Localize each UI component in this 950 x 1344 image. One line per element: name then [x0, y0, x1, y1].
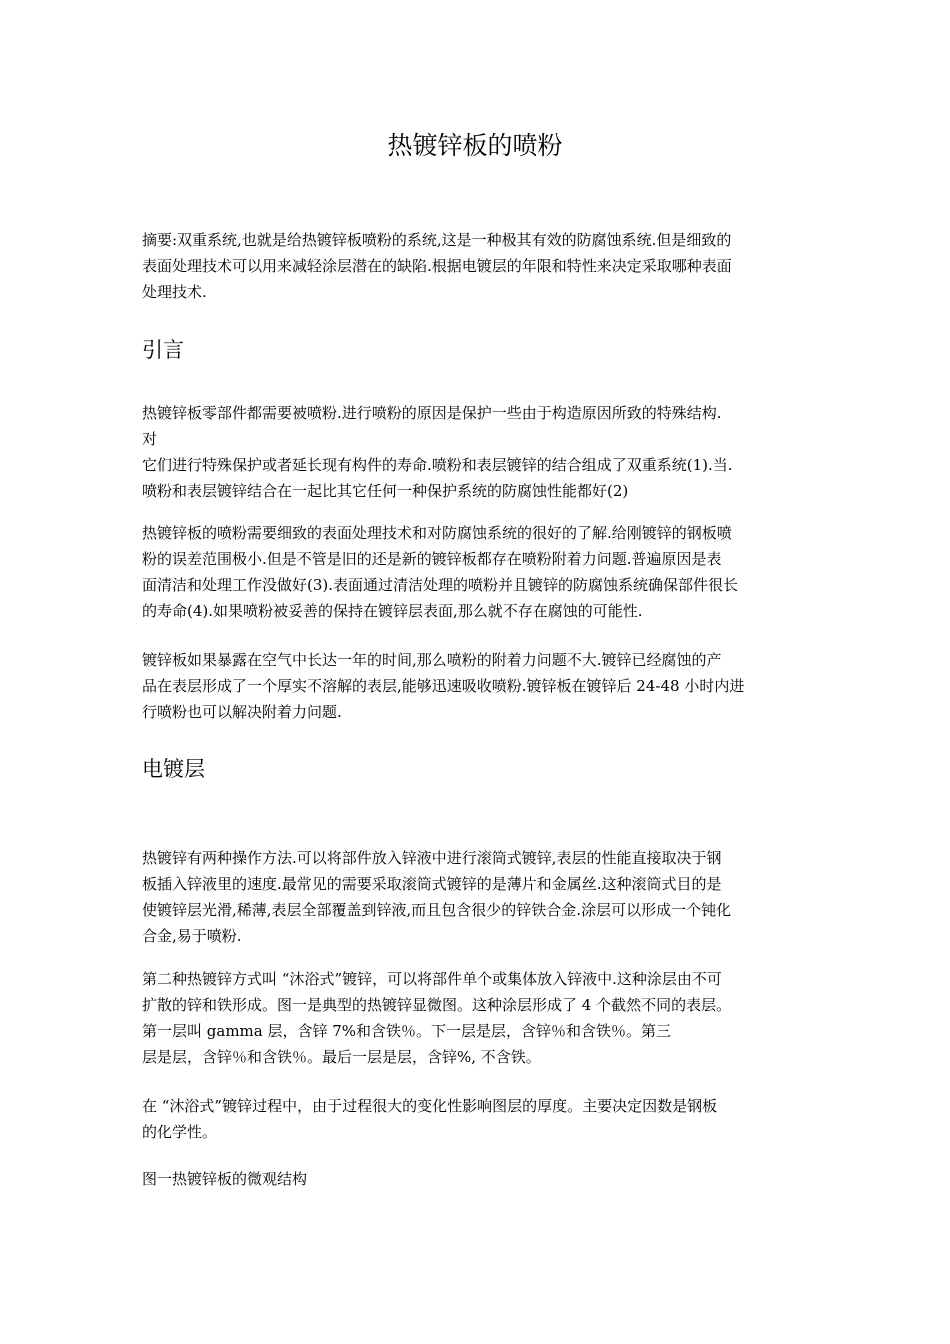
paragraph-line: 热镀锌板的喷粉需要细致的表面处理技术和对防腐蚀系统的很好的了解.给刚镀锌的钢板喷: [142, 524, 732, 542]
plating-paragraph-3: [142, 1093, 812, 1145]
plating-paragraph-1: [142, 845, 812, 949]
paragraph-line: 粉的误差范围极小.但是不管是旧的还是新的镀锌板都存在喷粉附着力问题.普遍原因是表: [142, 550, 722, 568]
paragraph-line: 的寿命(4).如果喷粉被妥善的保持在镀锌层表面,那么就不存在腐蚀的可能性.: [142, 602, 643, 620]
document-title: 热镀锌板的喷粉: [387, 131, 563, 160]
paragraph-line: 品在表层形成了一个厚实不溶解的表层,能够迅速吸收喷粉.镀锌板在镀锌后 24-48 小时内进: [142, 677, 745, 695]
paragraph-line: 合金,易于喷粉.: [142, 927, 242, 945]
intro-paragraph-2: [142, 520, 812, 624]
paragraph-line: 的化学性。: [142, 1123, 218, 1141]
paragraph-line: 扩散的锌和铁形成。图一是典型的热镀锌显微图。这种涂层形成了 4 个截然不同的表层。: [142, 996, 732, 1014]
paragraph-line: 面清洁和处理工作没做好(3).表面通过清洁处理的喷粉并且镀锌的防腐蚀系统确保部件很长: [142, 576, 739, 594]
paragraph-line: 镀锌板如果暴露在空气中长达一年的时间,那么喷粉的附着力问题不大.镀锌已经腐蚀的产: [142, 651, 722, 669]
abstract-line: 摘要:双重系统,也就是给热镀锌板喷粉的系统,这是一种极其有效的防腐蚀系统.但是细致的: [142, 231, 732, 249]
paragraph-line: 它们进行特殊保护或者延长现有构件的寿命.喷粉和表层镀锌的结合组成了双重系统(1).当.: [142, 456, 733, 474]
paragraph-line: 对: [142, 430, 158, 448]
paragraph-line: 第二种热镀锌方式叫 “沐浴式”镀锌，可以将部件单个或集体放入锌液中.这种涂层由不可: [142, 970, 722, 988]
figure-caption: [142, 1166, 812, 1192]
paragraph-line: 热镀锌有两种操作方法.可以将部件放入锌液中进行滚筒式镀锌,表层的性能直接取决于钢: [142, 849, 722, 867]
paragraph-line: 第一层叫 gamma 层，含锌 7%和含铁％。下一层是层，含锌％和含铁％。第三: [142, 1022, 672, 1040]
figure-caption-text: 图一热镀锌板的微观结构: [142, 1170, 308, 1188]
paragraph-line: 行喷粉也可以解决附着力问题.: [142, 703, 342, 721]
section-heading-intro: 引言: [142, 338, 184, 362]
abstract-paragraph: [142, 227, 812, 305]
paragraph-line: 在 “沐浴式”镀锌过程中，由于过程很大的变化性影响图层的厚度。主要决定因数是钢板: [142, 1097, 718, 1115]
intro-paragraph-1: [142, 400, 812, 504]
paragraph-line: 喷粉和表层镀锌结合在一起比其它任何一种保护系统的防腐蚀性能都好(2): [142, 482, 629, 500]
plating-paragraph-2: [142, 966, 812, 1070]
paragraph-line: 层是层，含锌％和含铁％。最后一层是层，含锌%, 不含铁。: [142, 1048, 541, 1066]
paragraph-line: 热镀锌板零部件都需要被喷粉.进行喷粉的原因是保护一些由于构造原因所致的特殊结构.: [142, 404, 722, 422]
section-heading-plating: 电镀层: [142, 757, 205, 781]
paragraph-line: 使镀锌层光滑,稀薄,表层全部覆盖到锌液,而且包含很少的锌铁合金.涂层可以形成一个钝化: [142, 901, 732, 919]
intro-paragraph-3: [142, 647, 812, 725]
abstract-line: 处理技术.: [142, 283, 207, 301]
paragraph-line: 板插入锌液里的速度.最常见的需要采取滚筒式镀锌的是薄片和金属丝.这种滚筒式目的是: [142, 875, 722, 893]
abstract-line: 表面处理技术可以用来减轻涂层潜在的缺陷.根据电镀层的年限和特性来决定采取哪种表面: [142, 257, 732, 275]
